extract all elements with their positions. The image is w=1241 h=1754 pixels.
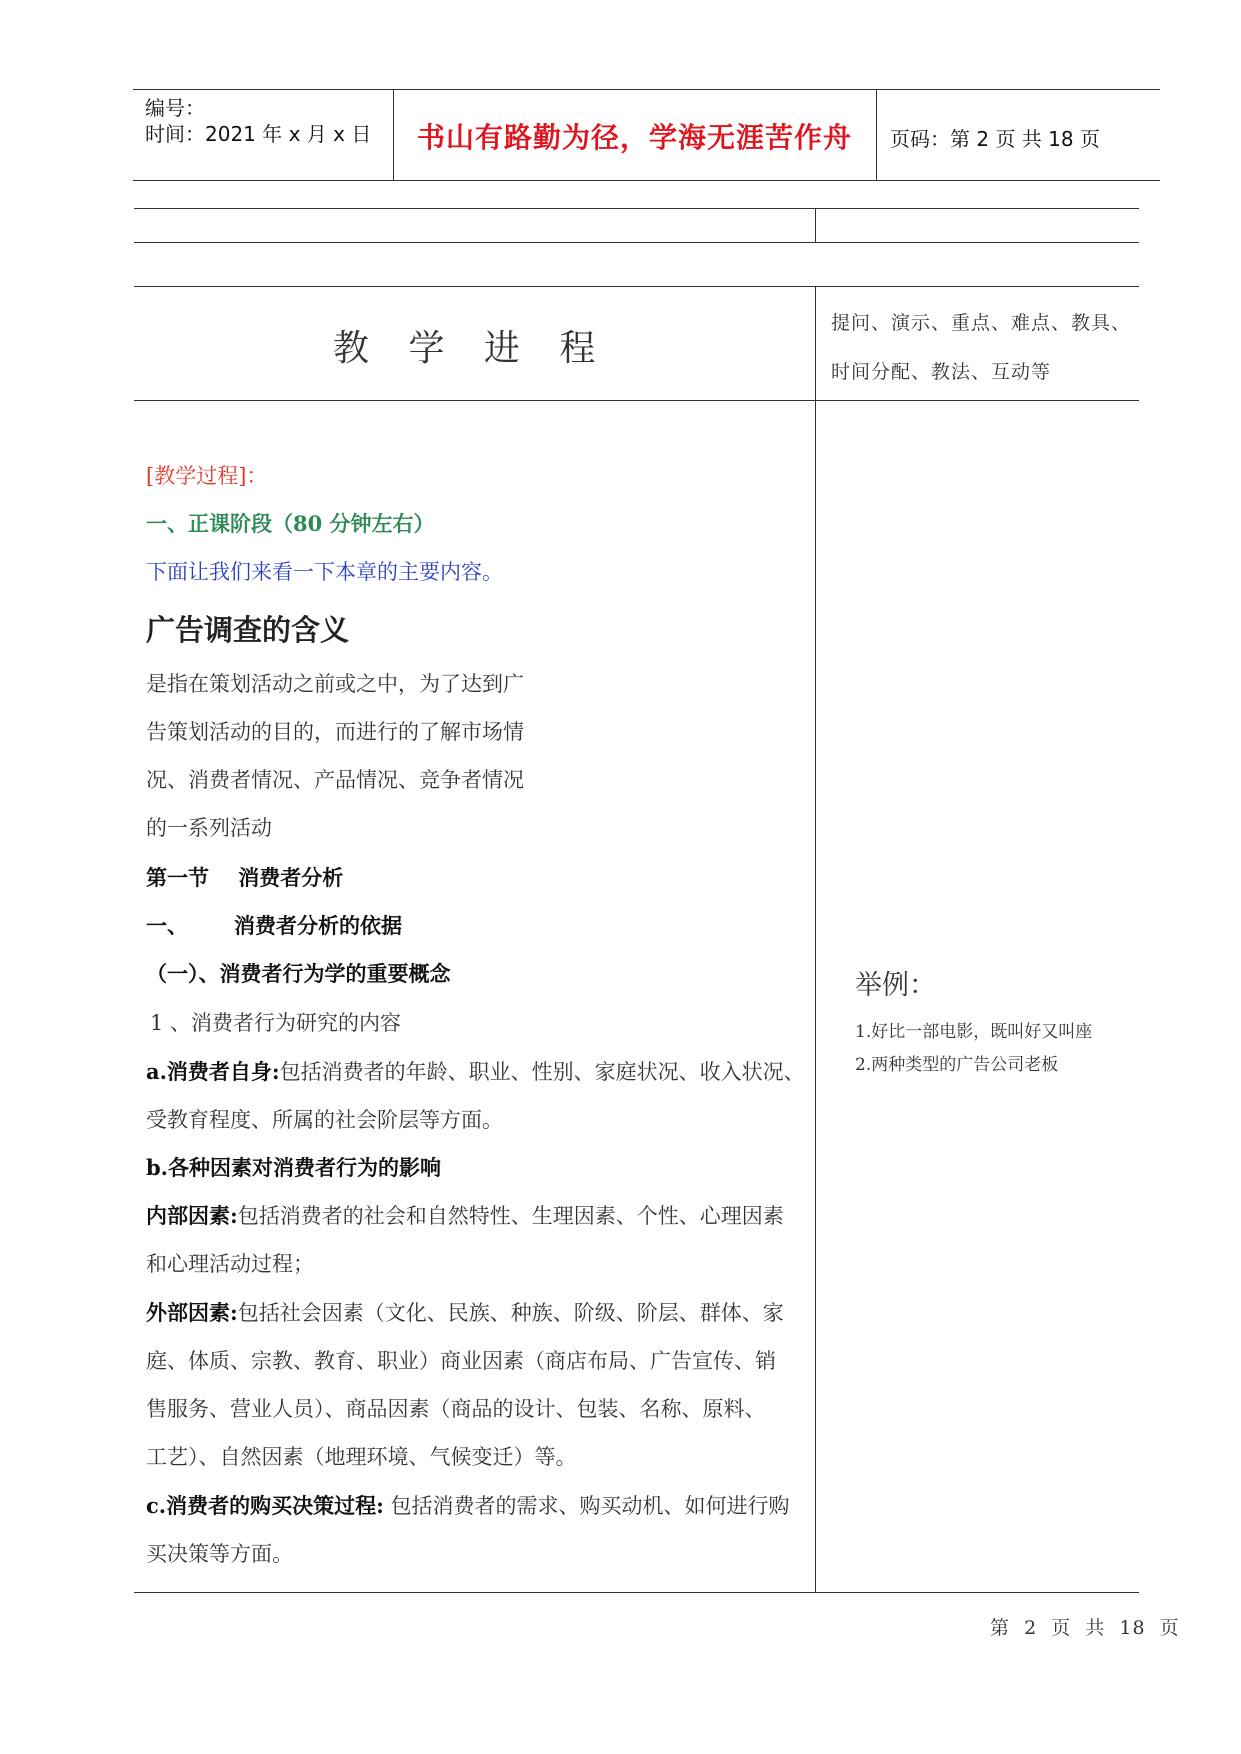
paragraph-c — [146, 1490, 790, 1520]
definition-line-2: 告策划活动的目的，而进行的了解市场情 — [146, 720, 524, 744]
internal-factors-text: 包括消费者的社会和自然特性、生理因素、个性、心理因素 — [237, 1204, 784, 1228]
paragraph-c-text: 包括消费者的需求、购买动机、如何进行购 — [383, 1494, 790, 1518]
item1-heading: 1 、消费者行为研究的内容 — [150, 1011, 402, 1035]
paragraph-a-cont: 受教育程度、所属的社会阶层等方面。 — [146, 1108, 503, 1132]
definition-line-1: 是指在策划活动之前或之中，为了达到广 — [146, 672, 524, 696]
page-footer: 第 2 页 共 18 页 — [990, 1617, 1180, 1639]
notes-line-1: 提问、演示、重点、难点、教具、 — [831, 312, 1132, 334]
header-divider-1 — [393, 89, 394, 180]
section-heading: 教 学 进 程 — [333, 328, 610, 369]
header-divider-2 — [876, 89, 877, 180]
header-motto: 书山有路勤为径，学海无涯苦作舟 — [417, 121, 853, 154]
external-factors-line-4: 工艺）、自然因素（地理环境、气候变迁）等。 — [146, 1445, 577, 1469]
header-number-label: 编号： — [145, 96, 205, 120]
header-bottom-rule — [133, 180, 1160, 181]
definition-line-3: 况、消费者情况、产品情况、竞争者情况 — [146, 768, 524, 792]
table-row-top — [134, 208, 1139, 209]
external-factors-line-2: 庭、体质、宗教、教育、职业）商业因素（商店布局、广告宣传、销 — [146, 1349, 776, 1373]
stage-heading: 一、正课阶段（80 分钟左右） — [146, 511, 435, 536]
sub2-heading: （一）、消费者行为学的重要概念 — [146, 961, 451, 986]
table-row-divider — [815, 208, 816, 242]
example-item-1: 1.好比一部电影，既叫好又叫座 — [855, 1022, 1093, 1042]
example-item-2: 2.两种类型的广告公司老板 — [855, 1055, 1059, 1075]
paragraph-a-text: 包括消费者的年龄、职业、性别、家庭状况、收入状况、 — [279, 1060, 805, 1084]
example-title: 举例： — [855, 970, 936, 1001]
header-page-code: 页码：第 2 页 共 18 页 — [890, 127, 1100, 151]
intro-text: 下面让我们来看一下本章的主要内容。 — [146, 560, 503, 584]
main-table-bottom — [134, 1592, 1139, 1593]
chapter-heading: 第一节 消费者分析 — [146, 865, 344, 890]
sub1-heading: 消费者分析的依据 — [234, 913, 402, 938]
section-title: 广告调查的含义 — [146, 613, 350, 647]
main-table-top — [134, 286, 1139, 287]
table-row-bottom — [134, 242, 1139, 243]
external-factors — [146, 1297, 784, 1327]
paragraph-b-heading: b.各种因素对消费者行为的影响 — [146, 1155, 441, 1180]
definition-line-4: 的一系列活动 — [146, 816, 272, 840]
main-table-header-rule — [134, 400, 1139, 401]
paragraph-c-label: c.消费者的购买决策过程: — [146, 1493, 384, 1518]
paragraph-c-cont: 买决策等方面。 — [146, 1542, 293, 1566]
sub1-number: 一、 — [146, 913, 188, 938]
header-top-rule — [133, 89, 1160, 90]
external-factors-text: 包括社会因素（文化、民族、种族、阶级、阶层、群体、家 — [237, 1301, 784, 1325]
notes-line-2: 时间分配、教法、互动等 — [831, 361, 1052, 383]
paragraph-a — [146, 1056, 805, 1086]
main-table-divider — [815, 286, 816, 1592]
internal-factors-label: 内部因素: — [146, 1203, 238, 1228]
paragraph-a-label: a.消费者自身: — [146, 1059, 280, 1084]
process-label: [教学过程]： — [146, 464, 268, 488]
external-factors-line-3: 售服务、营业人员）、商品因素（商品的设计、包装、名称、原料、 — [146, 1397, 766, 1421]
internal-factors — [146, 1200, 784, 1230]
header-time-label: 时间：2021 年 x 月 x 日 — [145, 122, 372, 146]
external-factors-label: 外部因素: — [146, 1300, 238, 1325]
internal-factors-cont: 和心理活动过程； — [146, 1252, 314, 1276]
